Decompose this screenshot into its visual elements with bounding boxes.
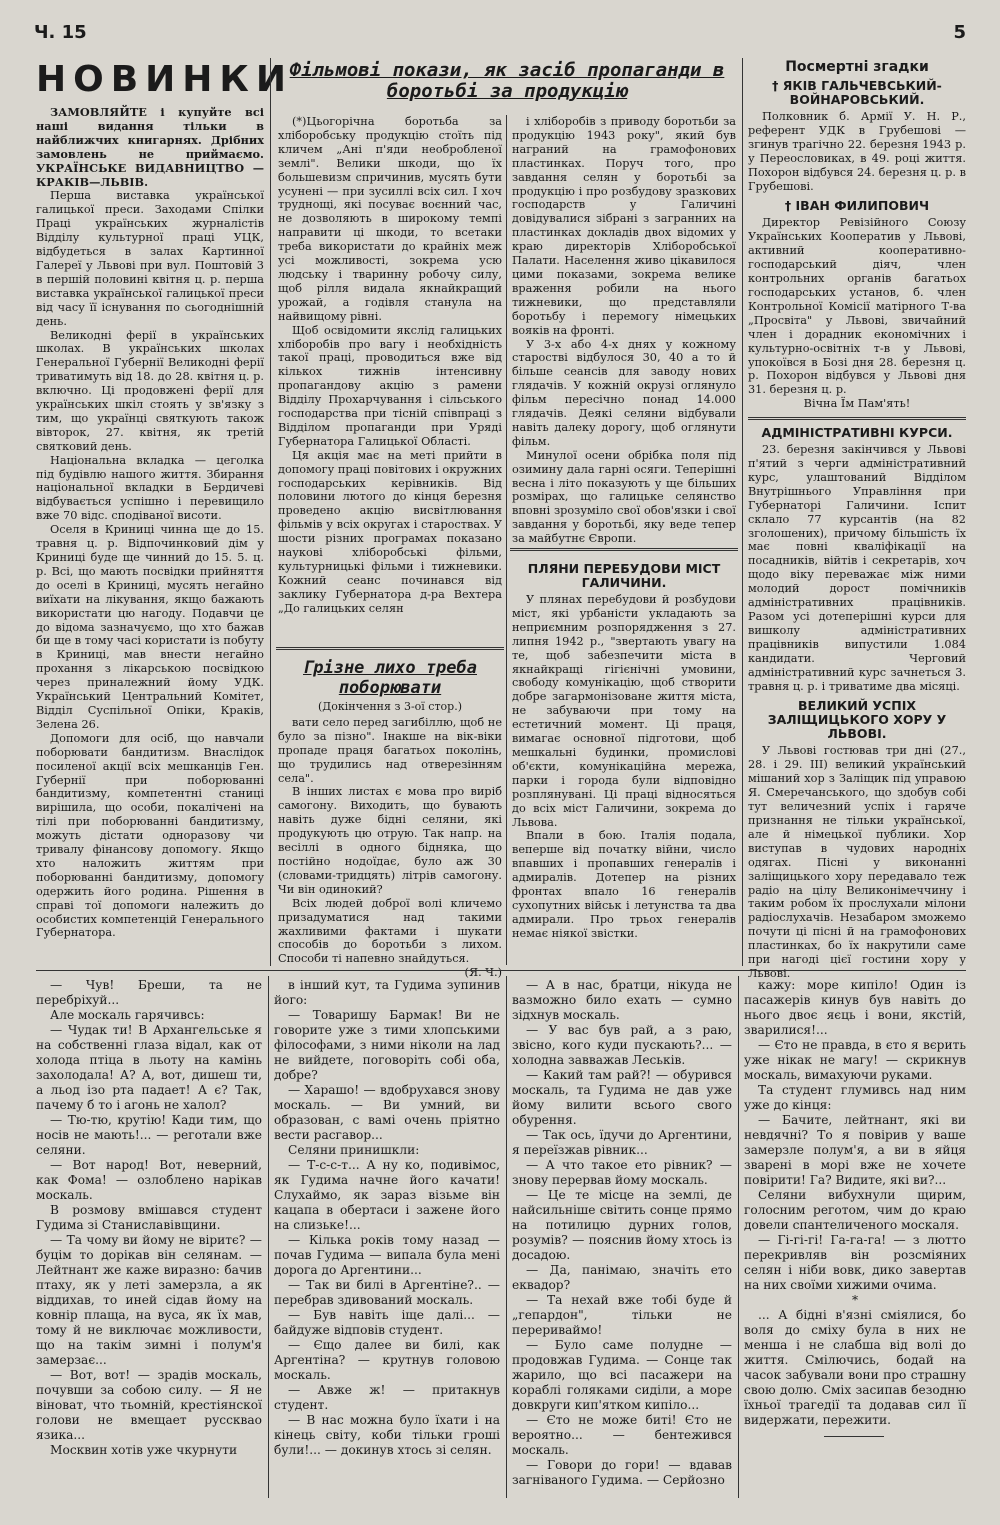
news-item: Допомоги для осіб, що навчали поборювати бандитизм. Внаслідок посиленої акції всіх мешканців Ген. Губернії при поборюванні бандитизму, компетентні станиці вирішила, що особи, покалічені на тілі при поборюванні бандитизму, можуть дістати одноразову чи тривалу фінансову допомогу. Якщо хто наложить життям при поборюванні бандитизму, допомогу одержить його родина. Рішення в справі тої допомоги належить до особистих компетенцій Генерального Губернатора. — [36, 731, 264, 940]
story-paragraph: Селяни вибухнули щирим, голосним реготом, чим до краю довели спантеличеного москаля. — [744, 1188, 966, 1232]
film-article-col-b — [512, 115, 736, 546]
story-paragraph: — Говори до гори! — вдавав загніваного Гудима. — Серйозно — [512, 1458, 732, 1487]
column-rule — [270, 58, 271, 966]
page-number: 5 — [953, 22, 966, 43]
courses-text: 23. березня закінчився у Львові п'ятий з черги адміністративний курс, улаштований Відділом Внутрішнього Управління при Губернаторі Галичини. Іспит склало 77 курсантів (на 82 зголошених), причому більшість їх має повні кваліфікації на посадників, війтів і секретарів, хоч щодо віку переважає між ними молодий дорост помічників адміністративних працівників. Разом усі дотеперішні курси для вишколу адміністративних працівників випустили 1.084 кандидати. Черговий адміністративний курс зачнеться 3. травня ц. р. і триватиме два місяці. — [748, 443, 966, 693]
story-paragraph: Але москаль гарячивсь: — [50, 1008, 205, 1022]
choir-text: У Львові гостював три дні (27., 28. і 29. ІІІ) великий український мішаний хор з Заліщик під управою Я. Смеречанського, що здобув собі тут величезний успіх і гаряче признання не тільки української, але й німецької публики. Хор виступав в чудових народніх одягах. Пісні у виконанні заліщицького хору передавало теж радіо на цілу Великонімеччину і таким робом їх прослухали мілони радіослухачів. Незабаром зможемо почути ці пісні й на грамофонових пластинках, бо їх накрутили саме при нагоді цієї гостини хору у Львові. — [748, 744, 966, 980]
story-paragraph: — Авже ж! — притакнув студент. — [274, 1383, 500, 1412]
story-column-3 — [512, 978, 732, 1498]
story-paragraph: — Та нехай вже тобі буде й „гепардон", тільки не перериваймо! — [512, 1293, 732, 1337]
story-paragraph: — Какий там рай?! — обурився москаль, та Гудима не дав уже йому вилити всього свого обурення. — [512, 1068, 732, 1127]
story-paragraph: — У вас був рай, а з раю, звісно, кого куди пускають?... — холодна завважав Леськів. — [512, 1023, 732, 1067]
film-article-col-a — [278, 115, 502, 643]
plans-paragraph: У плянах перебудови й розбудови міст, які урбаністи укладають за неприємним розпорядження з 27. липня 1942 р., "звертають увагу на те, щоб забезпечити міста в якнайкращі гігієнічні умовини, свободу комунікацію, щоб створити добре загармонізоване життя міста, не забуваючи при тому на естетичний момент. Ці праця, вимагає основної підготови, щоб мешкальні будинки, промислові об'єкти, комунікаційна мережа, парки і города були відповідно розплянувані. Ці праці відносяться до всіх міст Галичини, зокрема до Львова. — [512, 593, 736, 829]
story-paragraph: — Товаришу Бармак! Ви не говорите уже з тими хлопськими філософами, з ними ніколи на лад не вийдете, поговоріть собі оба, добре? — [274, 1008, 500, 1082]
story-paragraph: — А в нас, братци, нікуда не вазможно било ехать — сумно зідхнув москаль. — [512, 978, 732, 1022]
obituary-name: † ЯКІВ ГАЛЬЧЕВСЬКИЙ-ВОЙНАРОВСЬКИЙ. — [772, 78, 942, 107]
story-paragraph: — Кілька років тому назад — почав Гудима — випала була мені дорога до Аргентини... — [274, 1233, 500, 1277]
story-paragraph: — Бачите, лейтнант, які ви невдячні? То я повірив у ваше замерзле полум'я, а ви в яйця зварені в морі вже не хочете повірити! Га? Видите, які ви?... — [744, 1113, 966, 1187]
news-item: Національна вкладка — цеголка під будівлю нашого життя. Збирання національної вкладки в Бердичеві відбувається успішно і перевищило вже 70 відс. сподіваної висоти. — [36, 453, 264, 523]
film-paragraph: У 3-х або 4-х днях у кожному старостві відбулося 30, 40 а то й більше сеансів для заводу нових глядачів. У кожній окрузі оглянуло фільм пересічно понад 14.000 глядачів. Деякі селяни відбували навіть далеку дорогу, щоб оглянути фільм. — [512, 337, 736, 448]
obituary-name: † ІВАН ФИЛИПОВИЧ — [784, 198, 930, 214]
grizne-article — [278, 652, 502, 980]
section-rule — [510, 548, 738, 551]
news-item: ЗАМОВЛЯЙТЕ і купуйте всі наші видання тільки в найближчих книгарнях. Дрібних замовлень не приймаємо. УКРАЇНСЬКЕ ВИДАВНИЦТВО — КРАКІВ—ЛЬВІВ. — [36, 105, 264, 189]
story-paragraph: — Так ви билі в Аргентіне?.. — перебрав здивований москаль. — [274, 1278, 500, 1307]
film-paragraph: Щоб освідомити якслід галицьких хліборобів про вагу і необхідність такої праці, проводиться вже від кількох тижнів інтенсивну пропагандову акцію з рамени Відділу Прохарчування і сільського господарства при тісній співпраці з Відділом пропаганди при Уряді Губернатора Галицької Області. — [278, 323, 502, 448]
plans-paragraph: Впали в бою. Італія подала, веперше від початку війни, число впавших і пропавших генералів і адмиралів. Дотепер на різних фронтах впало 16 генералів сухопутних військ і летунства та два адмирали. Про трьох генералів немає ніякої звістки. — [512, 829, 736, 940]
story-paragraph: — Тю-тю, крутію! Кади тим, що носів не мають!... — реготали вже селяни. — [36, 1113, 262, 1157]
story-paragraph: — Вот, вот! — зрадів москаль, почувши за собою силу. — Я не віноват, что тьомній, крестіянскої голови не вмещает руссквао язика... — [36, 1368, 262, 1442]
column-rule — [738, 976, 739, 1498]
story-paragraph: — Було саме полудне — продовжав Гудима. — Сонце так жарило, що всі пасажери на кораблі голяками сиділи, а море довкруги кип'ятком кипіло... — [512, 1338, 732, 1412]
grizne-paragraph: вати село перед загибіллю, щоб не було за пізно". Інакше на вік-віки пропаде праця багатьох поколінь, що трудились над отверезінням села". — [278, 715, 502, 785]
grizne-continuation-note: (Докінчення з 3-ої стор.) — [317, 700, 462, 713]
story-paragraph: — Да, панімаю, значіть ето еквадор? — [512, 1263, 732, 1292]
story-paragraph: — Єто не може биті! Єто не вероятно... — бентежився москаль. — [512, 1413, 732, 1457]
column-rule — [268, 976, 269, 1498]
grizne-signature: (Я. Ч.) — [464, 966, 502, 980]
section-rule — [276, 647, 504, 650]
story-paragraph: кажу: море кипіло! Один із пасажерів кинув був навіть до нього двоє яєць і вони, якстій, зварилися!... — [744, 978, 966, 1037]
column-rule — [506, 115, 507, 965]
story-paragraph: — Вот народ! Вот, неверний, как Фома! — озлоблено нарікав москаль. — [36, 1158, 262, 1202]
column-rule — [742, 58, 743, 966]
news-item: Оселя в Криниці чинна ще до 15. травня ц. р. Відпочинковий дім у Криниці буде ще чинний до 15. 5. ц. р. Всі, що мають посвідки прийняття до оселі в Криниці, мусять негайно виїхати на лікування, якщо бажають використати цю нагоду. Подавчи це до відома зазначуємо, що хто бажав би ще в тому часі користати із побуту в Криниці, мав внести негайно прохання з лікарською посвідкою через приналежний йому УДК. Український Центральний Комітет, Відділ Суспільної Опіки, Краків, Зелена 26. — [36, 523, 264, 731]
film-article-title: Фільмові покази, як засіб пропаганди в боротьбі за продукцію — [289, 59, 725, 102]
story-paragraph: — Був навіть іще далі... — байдуже відповів студент. — [274, 1308, 500, 1337]
news-item: Великодні ферії в українських школах. В українських школах Генеральної Губернії Великодні ферії триватимуть від 18. до 28. квітня ц. р. включно. Ці продовжені ферії для українських шкіл стоять у зв'язку з тим, що українці святкують також вівторок, 27. квітня, як третій святковий день. — [36, 328, 264, 453]
column-rule — [506, 976, 507, 1498]
story-paragraph: — Т-с-с-т... А ну ко, подивімос, як Гудима начне його качати! Слухаймо, як зараз візьме він кацапа в обертаси і зажене його на слизьке!... — [274, 1158, 500, 1232]
film-paragraph: Минулої осени обрібка поля під озимину дала гарні осяги. Теперішні весна і літо показують у ще більших розмірах, що галицьке селянство вповні зрозуміло свої обов'язки і свої завдання у боротьбі, яку веде тепер за майбутнє Європи. — [512, 448, 736, 546]
obituary-closing: Вічна Їм Пам'ять! — [803, 397, 911, 411]
film-article-header — [278, 58, 736, 120]
news-item: Перша виставка української галицької преси. Заходами Спілки Праці українських журналістів Відділу культурної праці УЦК, відбудеться в залах Картинної Галереї у Львові при вул. Поштовій 3 в першій половині квітня ц. р. перша виставка української галицької преси від часу її існування по сьогоднішній день. — [36, 189, 264, 328]
section-rule — [748, 417, 966, 420]
story-separator: * — [851, 1293, 859, 1307]
obituary-text: Полковник б. Армії У. Н. Р., референт УДК в Грубешові — згинув трагічно 22. березня 1943 р. у Переословиках, в 49. році життя. Похорон відбувся 24. березня ц. р. в Грубешові. — [748, 110, 966, 193]
grizne-paragraph: В інших листах є мова про виріб самогону. Виходить, що бувають навіть дуже бідні селяни, які продукують цю отрую. Так напр. на весіллі в одного бідняка, що постійно нодоїдає, було аж 30 (словами-тридцять) літрів самогону. Чи він одинокий? — [278, 785, 502, 896]
story-paragraph: — Це те місце на землі, де найсильніше світить сонце прямо на потилицю дурних голов, розумів? — пояснив йому хтось із досадою. — [512, 1188, 732, 1262]
story-end-rule — [824, 1436, 884, 1437]
plans-article — [512, 556, 736, 964]
story-paragraph: — Харашо! — вдобрухався знову москаль. — Ви умний, ви образован, с вамі очень пріятно вести расгавор... — [274, 1083, 500, 1142]
story-paragraph: — Єто не правда, в єто я вєрить уже нікак не магу! — скрикнув москаль, вимахуючи руками. — [744, 1038, 966, 1082]
page-section-number: Ч. 15 — [34, 22, 87, 43]
story-paragraph: — Чув! Бреши, та не перебріхуй... — [36, 978, 262, 1007]
story-paragraph: ... А бідні в'язні сміялися, бо воля до сміху була в них не менша і не слабша від волі до життя. Смілючись, бодай на часок забували вони про страшну свою долю. Сміх засипав безодню їхньої трагедії та додавав сил її видержати, пережити. — [744, 1308, 966, 1427]
story-column-2 — [274, 978, 500, 1498]
story-paragraph: — Так ось, їдучи до Аргентини, я переїзжав рівник... — [512, 1128, 732, 1157]
right-column — [748, 58, 966, 980]
news-masthead: НОВИНКИ — [36, 59, 293, 100]
story-paragraph: Селяни принишкли: — [288, 1143, 420, 1157]
film-paragraph: Ця акція має на меті прийти в допомогу праці повітових і окружних господарських керівників. Від половини лютого до кінця березня проведено акцію висвітлювання фільмів у всіх округах і староствах. У шости різних програмах показано наукові хліборобські фільми, культурницькі фільми і тижневики. Кожний сеанс починався від заклику Губернатора д-ра Вехтера „До галицьких селян — [278, 448, 502, 615]
story-paragraph: — А что такое ето рівник? — знову перервав йому москаль. — [512, 1158, 732, 1187]
film-paragraph: (*)Цьогорічна боротьба за хліборобську продукцію стоїть під кличем „Ані п'яди необробленої землі". Велики шкоди, що їх большевизм спричинив, мусять бути усунені — при зусиллі всіх сил. І хоч труднощі, які посуває воєнний час, не дозволяють в широкому темпі направити ці шкоди, то всетаки треба використати до крайніх меж усі можливості, зокрема усю людську і тваринну робочу силу, щоб рілля видала якнайкращий урожай, а годівля станула на найвищому рівні. — [278, 115, 502, 323]
courses-title: АДМІНІСТРАТИВНІ КУРСИ. — [761, 425, 953, 441]
story-divider — [36, 970, 966, 971]
plans-title: ПЛЯНИ ПЕРЕБУДОВИ МІСТ ГАЛИЧИНИ. — [527, 561, 721, 590]
film-paragraph: і хліборобів з приводу боротьби за продукцію 1943 року", який був награний на грамофонових пластинках. Поруч того, про завдання селян у боротьбі за продукцію і про розбудову зразкових господарств у Галичині довідувалися зібрані з загранних на пластинках докладів двох відомих у краю директорів Хліборобської Палати. Населення живо цікавилося цими показами, зокрема велике враження робили на нього тижневики, що представляли боротьбу і перемогу німецьких вояків на фронті. — [512, 115, 736, 337]
story-paragraph: — Та чому ви йому не віритє? — буцім то дорікав він селянам. — Лейтнант же каже виразно: бачив птаху, як у леті замерзла, а як віддихав, то иней сідав йому на ковнір плаща, на вуса, як їх мав, тому й не виключає можливости, що на такім зимні і полум'я замерзає... — [36, 1233, 262, 1367]
obituary-text: Директор Ревізійного Союзу Українських Кооператив у Львові, активний кооперативно-господарський діяч, член контрольних органів багатьох господарських установ, б. член Контрольної Комісії матірного Т-ва „Просвіта" у Львові, звичайний член і дорадник економічних і культурно-освітніх т-в у Львові, упокоївся в Бозі дня 28. березня ц. р. Похорон відбувся у Львові дня 31. березня ц. р. — [748, 216, 966, 397]
news-column — [36, 59, 293, 965]
story-paragraph: — Чудак ти! В Архангельське я на собственні глаза відал, как от холода птіца в льоту на камінь захолодала! А? А, вот, дишеш ти, а льод ізо рта падает! А є? Так, пачему б то і агонь не халол? — [36, 1023, 262, 1112]
story-paragraph: Та студент глумивсь над ним уже до кінця: — [744, 1083, 966, 1112]
story-paragraph: В розмову вмішався студент Гудима зі Станиславівщини. — [36, 1203, 262, 1232]
story-column-4 — [744, 978, 966, 1498]
grizne-paragraph: Всіх людей доброї волі кличемо призадуматися над такими жахливими фактами і шукати способів до боротьби з лихом. Способи ті напевно знайдуться. — [278, 896, 502, 966]
story-paragraph: — Гі-гі-гі! Га-га-га! — з лютто перекривляв він розсміяних селян і ніби вовк, дико завертав на них своїми хижими очима. — [744, 1233, 966, 1292]
story-paragraph: Москвин хотів уже чкурнути — [50, 1443, 238, 1457]
story-paragraph: — В нас можна було їхати і на кінець світу, коби тільки гроші були!... — докинув хтось зі селян. — [274, 1413, 500, 1457]
grizne-title: Грізне лихо треба поборювати — [303, 658, 477, 698]
story-paragraph: — Єщо далее ви билі, как Аргентіна? — крутнув головою москаль. — [274, 1338, 500, 1382]
obituaries-title: Посмертні згадки — [785, 59, 929, 75]
story-paragraph: в інший кут, та Гудима зупинив його: — [274, 978, 500, 1007]
choir-title: ВЕЛИКИЙ УСПІХ ЗАЛІЩИЦЬКОГО ХОРУ У ЛЬВОВІ. — [767, 698, 947, 742]
story-column-1 — [36, 978, 262, 1498]
